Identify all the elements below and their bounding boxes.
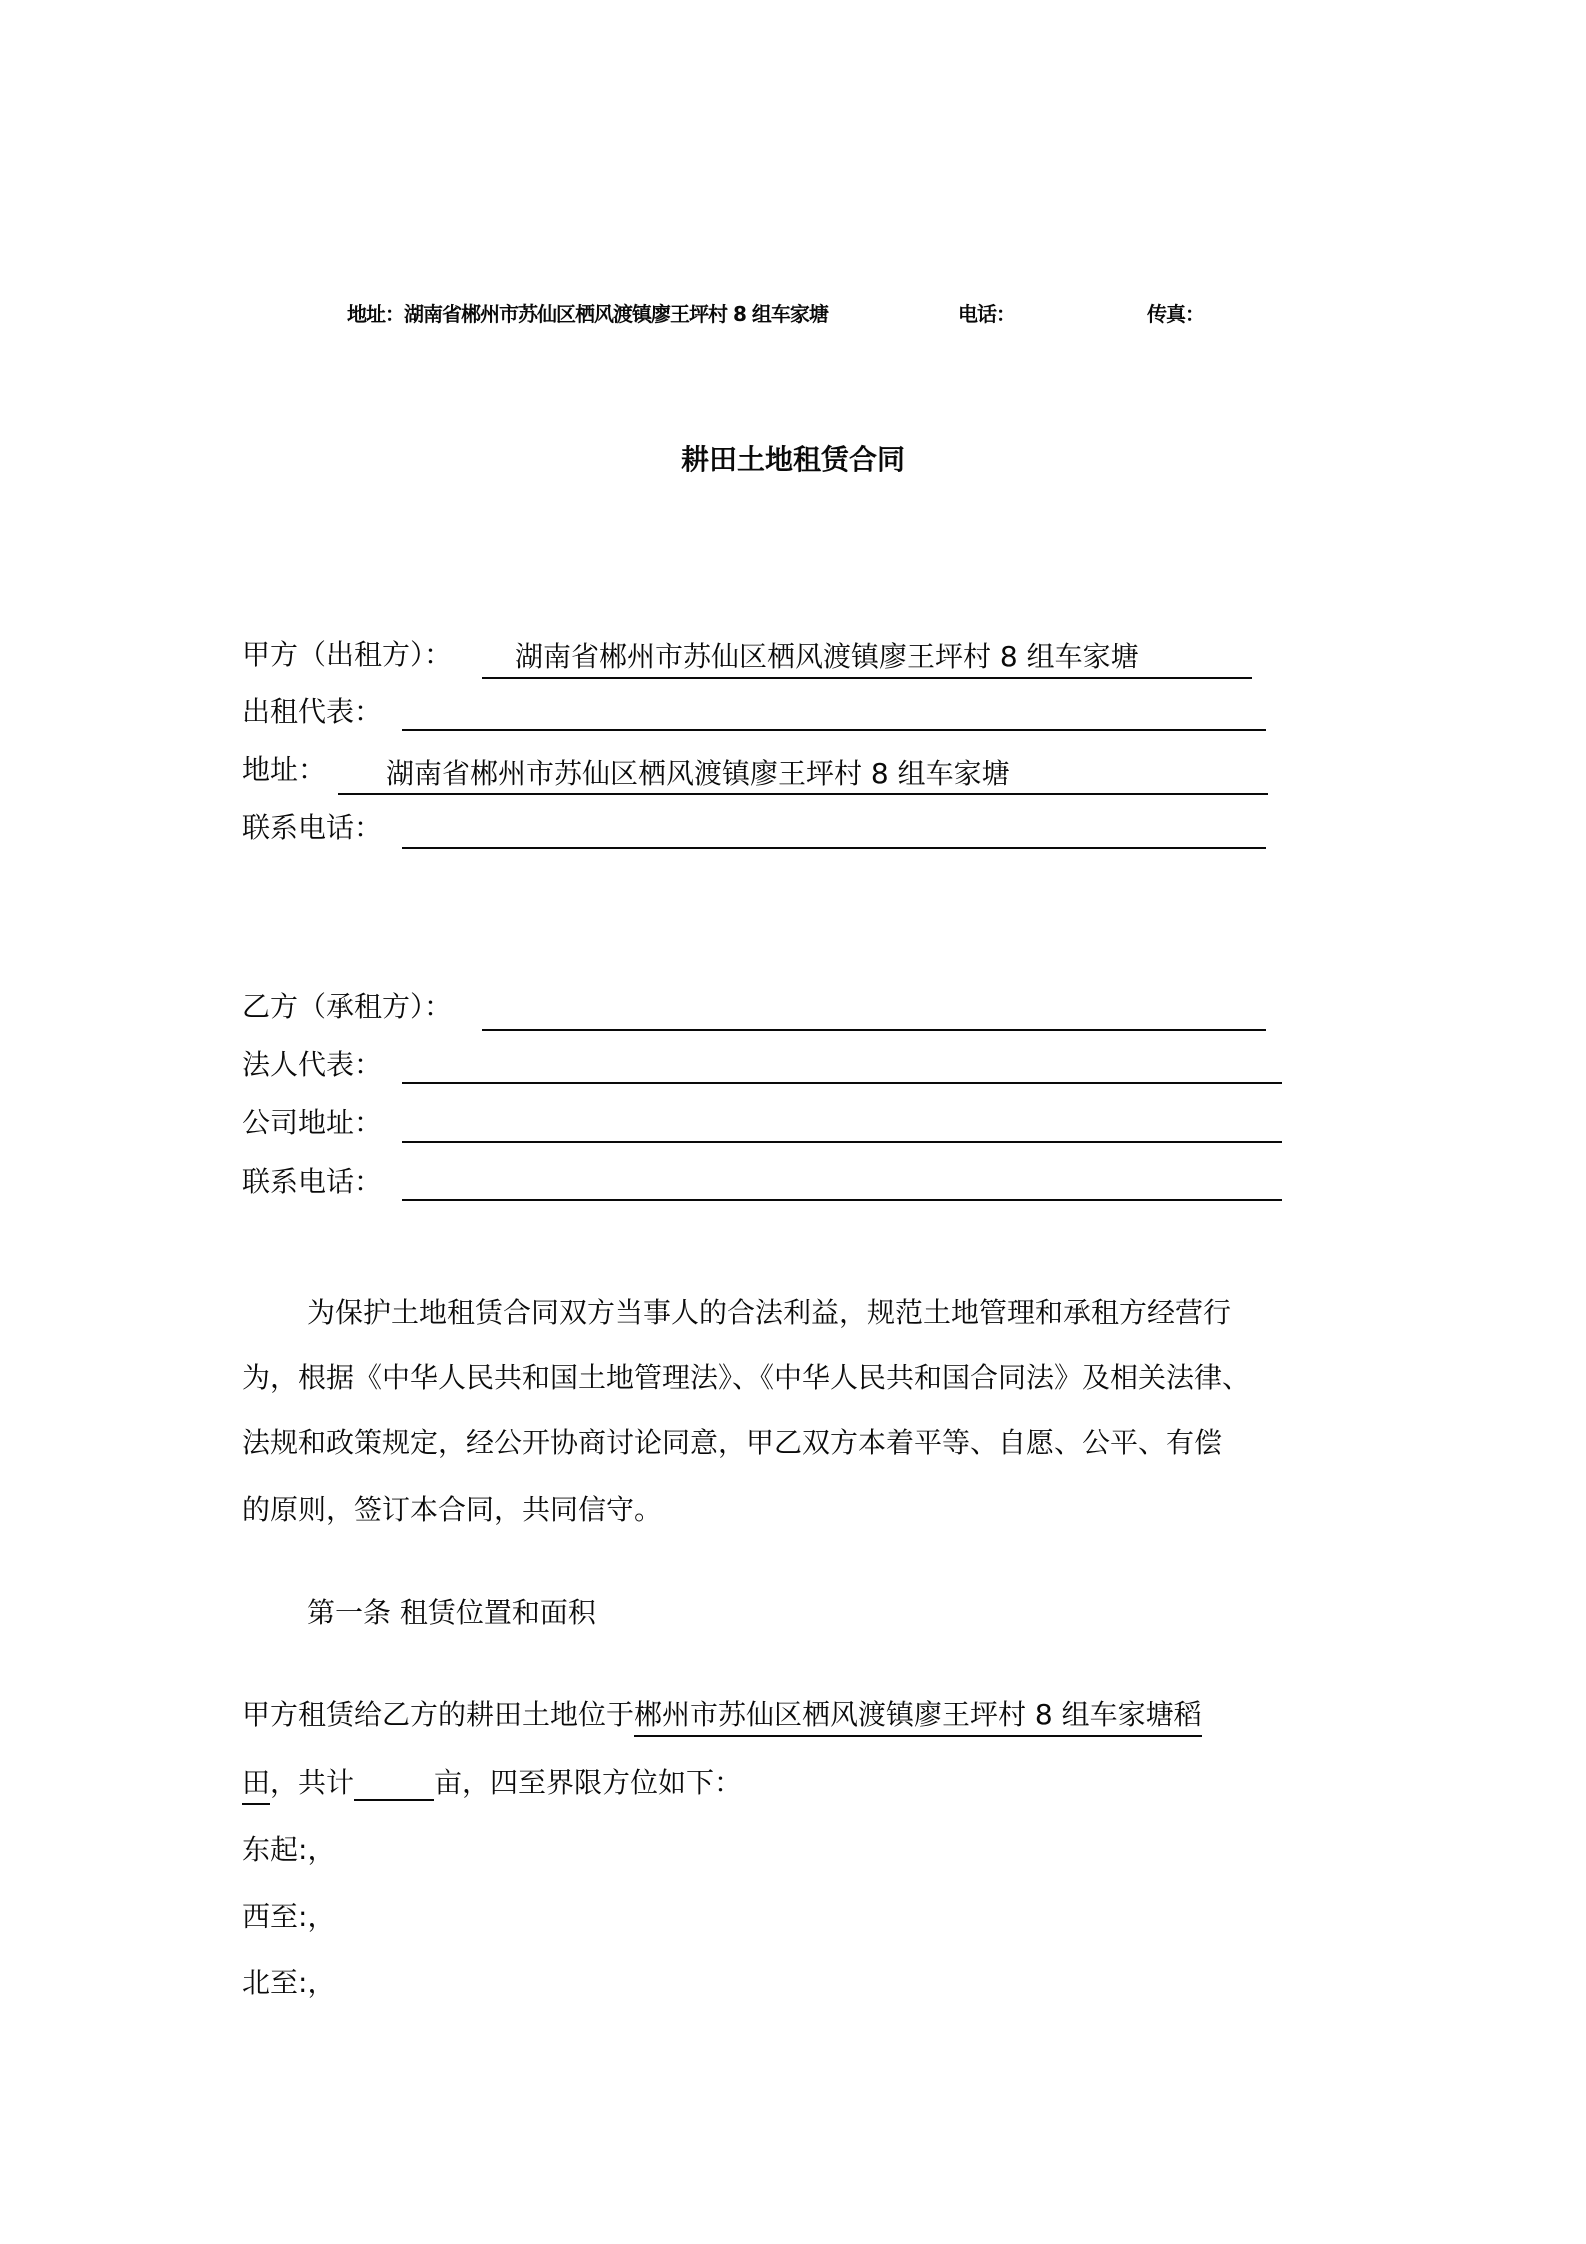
header-address — [347, 298, 828, 327]
article-1-area-suffix: 亩，四至界限方位如下： — [434, 1766, 743, 1799]
party-a-address-value[interactable]: 湖南省郴州市苏仙区栖风渡镇廖王坪村 8 组车家塘 — [386, 757, 1010, 790]
boundary-west-end: ， — [307, 1900, 336, 1933]
article-1-heading: 第一条 租赁位置和面积 — [307, 1596, 596, 1629]
party-b-rep-label: 法人代表： — [242, 1048, 383, 1081]
area-input[interactable] — [354, 1765, 434, 1801]
party-a-name-value[interactable]: 湖南省郴州市苏仙区栖风渡镇廖王坪村 8 组车家塘 — [515, 640, 1139, 673]
header-fax-label: 传真： — [1147, 302, 1204, 326]
header-phone-label: 电话： — [958, 302, 1015, 326]
party-b-rep-underline — [402, 1082, 1282, 1084]
boundary-east-label: 东起: — [242, 1833, 308, 1866]
party-b-phone-label: 联系电话： — [242, 1165, 383, 1198]
party-b-phone-underline — [402, 1199, 1282, 1201]
preamble-line-3: 法规和政策规定，经公开协商讨论同意，甲乙双方本着平等、自愿、公平、有偿 — [242, 1426, 1223, 1459]
header-fax — [1147, 298, 1204, 327]
header-address-label: 地址： — [347, 302, 404, 326]
party-b-address-underline — [402, 1141, 1282, 1143]
party-a-phone-label: 联系电话： — [242, 811, 383, 844]
article-1-prefix: 甲方租赁给乙方的耕田土地位于 — [242, 1698, 635, 1731]
preamble-line-1: 为保护土地租赁合同双方当事人的合法利益，规范土地管理和承租方经营行 — [307, 1296, 1232, 1329]
article-1-location-end[interactable]: 田 — [242, 1766, 270, 1805]
boundary-north-end: ， — [307, 1966, 336, 1999]
boundary-east — [242, 1833, 335, 1867]
article-1-line-2 — [242, 1765, 742, 1801]
party-b-address-label: 公司地址： — [242, 1106, 383, 1139]
preamble-line-2: 为，根据《中华人民共和国土地管理法》、《中华人民共和国合同法》及相关法律、 — [242, 1361, 1251, 1394]
document-title: 耕田土地租赁合同 — [680, 443, 905, 476]
party-a-name-underline — [482, 677, 1252, 679]
party-b-name-label: 乙方（承租方）： — [242, 990, 453, 1023]
party-b-name-underline — [482, 1029, 1266, 1031]
header-phone — [958, 298, 1015, 327]
boundary-west-label: 西至: — [242, 1900, 308, 1933]
article-1-location[interactable]: 郴州市苏仙区栖风渡镇廖王坪村 8 组车家塘稻 — [634, 1698, 1202, 1737]
header-address-value: 湖南省郴州市苏仙区栖风渡镇廖王坪村 8 组车家塘 — [404, 302, 828, 326]
article-1-total-label: ，共计 — [270, 1766, 355, 1799]
boundary-east-end: ， — [307, 1833, 336, 1866]
boundary-north — [242, 1966, 335, 2000]
party-a-address-label: 地址： — [242, 753, 327, 786]
party-a-name-label: 甲方（出租方）： — [242, 638, 453, 671]
party-a-rep-label: 出租代表： — [242, 695, 383, 728]
party-a-phone-underline — [402, 847, 1266, 849]
preamble-line-4: 的原则，签订本合同，共同信守。 — [242, 1493, 663, 1526]
party-a-rep-underline — [402, 729, 1266, 731]
party-a-address-underline — [338, 793, 1268, 795]
article-1-line-1 — [242, 1698, 1202, 1732]
boundary-north-label: 北至: — [242, 1966, 308, 1999]
boundary-west — [242, 1900, 335, 1934]
